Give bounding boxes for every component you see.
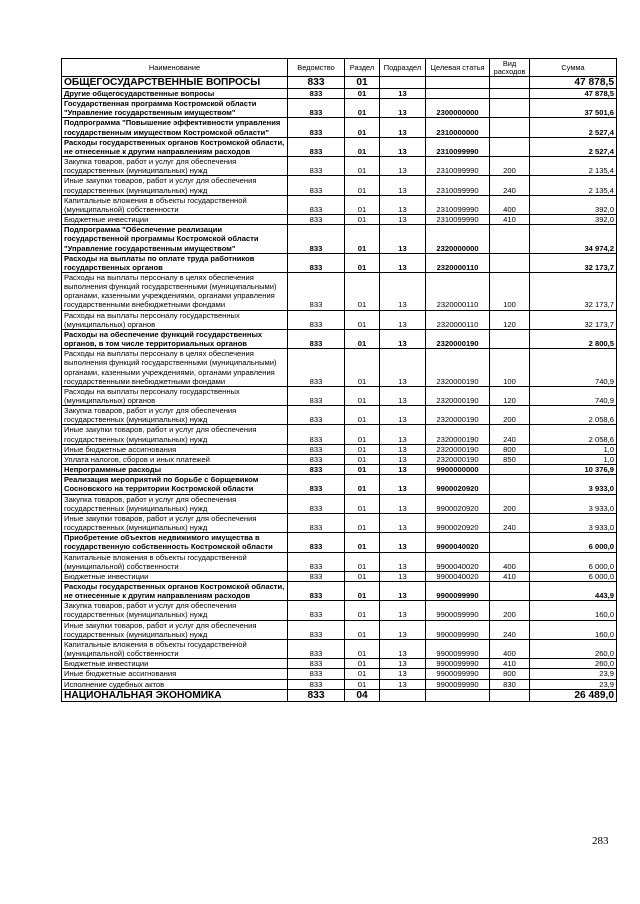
- cell-subsection: [380, 77, 426, 89]
- cell-name: Иные закупки товаров, работ и услуг для обеспечения государственных (муниципальных) нужд: [62, 176, 288, 195]
- cell-ministry: 833: [288, 99, 345, 118]
- cell-name: Бюджетные инвестиции: [62, 215, 288, 225]
- cell-section: 01: [345, 425, 380, 444]
- cell-section: 01: [345, 444, 380, 454]
- cell-target: 2320000190: [426, 454, 490, 464]
- header-target: Целевая статья: [426, 59, 490, 77]
- cell-subsection: 13: [380, 225, 426, 253]
- table-row: [62, 620, 617, 639]
- cell-ministry: 833: [288, 494, 345, 513]
- cell-ministry: 833: [288, 620, 345, 639]
- cell-sum: 32 173,7: [530, 253, 617, 272]
- cell-expense-type: 400: [490, 639, 530, 658]
- cell-name: Закупка товаров, работ и услуг для обеспечения государственных (муниципальных) нужд: [62, 601, 288, 620]
- cell-section: 01: [345, 406, 380, 425]
- cell-section: 01: [345, 215, 380, 225]
- cell-subsection: 13: [380, 679, 426, 689]
- cell-subsection: 13: [380, 310, 426, 329]
- cell-name: Капитальные вложения в объекты государственной (муниципальной) собственности: [62, 639, 288, 658]
- table-row: [62, 349, 617, 387]
- cell-ministry: 833: [288, 272, 345, 310]
- cell-section: 01: [345, 659, 380, 669]
- cell-target: 2320000000: [426, 225, 490, 253]
- cell-expense-type: [490, 77, 530, 89]
- cell-target: 2320000190: [426, 406, 490, 425]
- cell-sum: 160,0: [530, 620, 617, 639]
- cell-sum: 160,0: [530, 601, 617, 620]
- cell-section: 01: [345, 253, 380, 272]
- cell-subsection: 13: [380, 329, 426, 348]
- cell-sum: 1,0: [530, 454, 617, 464]
- cell-ministry: 833: [288, 639, 345, 658]
- cell-target: 9900099990: [426, 669, 490, 679]
- cell-name: Закупка товаров, работ и услуг для обеспечения государственных (муниципальных) нужд: [62, 157, 288, 176]
- table-row: [62, 329, 617, 348]
- cell-name: Иные бюджетные ассигнования: [62, 444, 288, 454]
- cell-sum: 26 489,0: [530, 689, 617, 701]
- cell-subsection: 13: [380, 639, 426, 658]
- cell-section: 01: [345, 513, 380, 532]
- cell-name: Иные закупки товаров, работ и услуг для обеспечения государственных (муниципальных) нужд: [62, 425, 288, 444]
- cell-section: 01: [345, 137, 380, 156]
- cell-sum: 34 974,2: [530, 225, 617, 253]
- cell-sum: 47 878,5: [530, 89, 617, 99]
- cell-target: 9900099990: [426, 659, 490, 669]
- cell-ministry: 833: [288, 659, 345, 669]
- table-row: [62, 571, 617, 581]
- table-row: [62, 272, 617, 310]
- cell-expense-type: 200: [490, 494, 530, 513]
- cell-ministry: 833: [288, 513, 345, 532]
- cell-name: Реализация мероприятий по борьбе с борщевиком Сосновского на территории Костромской области: [62, 475, 288, 494]
- cell-expense-type: 850: [490, 454, 530, 464]
- table-row: [62, 533, 617, 552]
- cell-ministry: 833: [288, 679, 345, 689]
- cell-ministry: 833: [288, 137, 345, 156]
- cell-target: 2310099990: [426, 157, 490, 176]
- cell-expense-type: [490, 225, 530, 253]
- cell-expense-type: [490, 253, 530, 272]
- cell-ministry: 833: [288, 475, 345, 494]
- header-section: Раздел: [345, 59, 380, 77]
- cell-sum: 6 000,0: [530, 571, 617, 581]
- cell-name: Расходы государственных органов Костромской области, не отнесенные к другим направлениям расходов: [62, 581, 288, 600]
- cell-target: 9900099990: [426, 620, 490, 639]
- cell-ministry: 833: [288, 571, 345, 581]
- cell-section: 01: [345, 475, 380, 494]
- cell-target: 9900000000: [426, 465, 490, 475]
- cell-name: Государственная программа Костромской области "Управление государственным имуществом": [62, 99, 288, 118]
- cell-subsection: 13: [380, 406, 426, 425]
- cell-expense-type: [490, 99, 530, 118]
- table-row: [62, 386, 617, 405]
- table-row: [62, 444, 617, 454]
- cell-name: Бюджетные инвестиции: [62, 659, 288, 669]
- cell-target: [426, 689, 490, 701]
- cell-name: Исполнение судебных актов: [62, 679, 288, 689]
- cell-name: Бюджетные инвестиции: [62, 571, 288, 581]
- cell-subsection: 13: [380, 494, 426, 513]
- cell-target: [426, 77, 490, 89]
- cell-expense-type: [490, 118, 530, 137]
- cell-sum: 32 173,7: [530, 272, 617, 310]
- cell-name: НАЦИОНАЛЬНАЯ ЭКОНОМИКА: [62, 689, 288, 701]
- cell-section: 01: [345, 533, 380, 552]
- cell-sum: 740,9: [530, 386, 617, 405]
- cell-subsection: [380, 689, 426, 701]
- cell-expense-type: 240: [490, 176, 530, 195]
- table-row: [62, 225, 617, 253]
- cell-section: 01: [345, 349, 380, 387]
- cell-name: Непрограммные расходы: [62, 465, 288, 475]
- table-row: [62, 494, 617, 513]
- cell-subsection: 13: [380, 176, 426, 195]
- table-row: [62, 99, 617, 118]
- cell-expense-type: 120: [490, 386, 530, 405]
- page-number: 283: [592, 835, 609, 847]
- cell-target: 9900099990: [426, 581, 490, 600]
- cell-sum: 3 933,0: [530, 513, 617, 532]
- cell-expense-type: 240: [490, 425, 530, 444]
- cell-ministry: 833: [288, 465, 345, 475]
- cell-ministry: 833: [288, 386, 345, 405]
- cell-name: Приобретение объектов недвижимого имущества в государственную собственность Костромской области: [62, 533, 288, 552]
- cell-subsection: 13: [380, 533, 426, 552]
- cell-ministry: 833: [288, 581, 345, 600]
- cell-expense-type: [490, 329, 530, 348]
- cell-target: 2310099990: [426, 176, 490, 195]
- cell-expense-type: 410: [490, 571, 530, 581]
- cell-section: 01: [345, 454, 380, 464]
- cell-name: Расходы на выплаты персоналу государственных (муниципальных) органов: [62, 310, 288, 329]
- cell-subsection: 13: [380, 465, 426, 475]
- cell-section: 01: [345, 157, 380, 176]
- cell-subsection: 13: [380, 215, 426, 225]
- cell-sum: 740,9: [530, 349, 617, 387]
- cell-section: 01: [345, 176, 380, 195]
- cell-section: 01: [345, 620, 380, 639]
- cell-subsection: 13: [380, 425, 426, 444]
- cell-ministry: 833: [288, 406, 345, 425]
- cell-sum: 2 527,4: [530, 118, 617, 137]
- cell-ministry: 833: [288, 552, 345, 571]
- cell-subsection: 13: [380, 552, 426, 571]
- cell-name: ОБЩЕГОСУДАРСТВЕННЫЕ ВОПРОСЫ: [62, 77, 288, 89]
- cell-section: 01: [345, 386, 380, 405]
- cell-section: 01: [345, 225, 380, 253]
- table-row: [62, 581, 617, 600]
- cell-subsection: 13: [380, 581, 426, 600]
- cell-name: Подпрограмма "Обеспечение реализации государственной программы Костромской области "Управление государственным имуществом": [62, 225, 288, 253]
- cell-section: 01: [345, 310, 380, 329]
- cell-section: 01: [345, 329, 380, 348]
- table-row: [62, 454, 617, 464]
- cell-section: 01: [345, 601, 380, 620]
- table-row: [62, 465, 617, 475]
- cell-name: Расходы на обеспечение функций государственных органов, в том числе территориальных органов: [62, 329, 288, 348]
- cell-sum: 37 501,6: [530, 99, 617, 118]
- cell-target: 2320000110: [426, 310, 490, 329]
- cell-target: 2320000190: [426, 386, 490, 405]
- cell-name: Капитальные вложения в объекты государственной (муниципальной) собственности: [62, 552, 288, 571]
- cell-expense-type: [490, 137, 530, 156]
- cell-name: Иные закупки товаров, работ и услуг для обеспечения государственных (муниципальных) нужд: [62, 513, 288, 532]
- header-ministry: Ведомство: [288, 59, 345, 77]
- cell-ministry: 833: [288, 157, 345, 176]
- cell-name: Расходы на выплаты персоналу в целях обеспечения выполнения функций государственными (муниципальными) органами, казенными учреждениями, органами управления государственными внебюджетными фондами: [62, 272, 288, 310]
- cell-ministry: 833: [288, 454, 345, 464]
- cell-name: Расходы государственных органов Костромской области, не отнесенные к другим направлениям расходов: [62, 137, 288, 156]
- table-row: [62, 89, 617, 99]
- cell-sum: 2 058,6: [530, 406, 617, 425]
- cell-ministry: 833: [288, 689, 345, 701]
- cell-sum: 1,0: [530, 444, 617, 454]
- table-row: [62, 513, 617, 532]
- table-row: [62, 659, 617, 669]
- cell-expense-type: 240: [490, 620, 530, 639]
- cell-target: 9900040020: [426, 571, 490, 581]
- cell-target: 2310000000: [426, 118, 490, 137]
- cell-sum: 10 376,9: [530, 465, 617, 475]
- table-row: [62, 669, 617, 679]
- cell-expense-type: 800: [490, 669, 530, 679]
- cell-expense-type: 800: [490, 444, 530, 454]
- table-header-row: [62, 59, 617, 77]
- table-row: [62, 475, 617, 494]
- cell-ministry: 833: [288, 215, 345, 225]
- cell-target: 9900040020: [426, 533, 490, 552]
- cell-sum: 6 000,0: [530, 533, 617, 552]
- cell-ministry: 833: [288, 225, 345, 253]
- cell-expense-type: [490, 581, 530, 600]
- cell-ministry: 833: [288, 349, 345, 387]
- cell-name: Капитальные вложения в объекты государственной (муниципальной) собственности: [62, 195, 288, 214]
- cell-expense-type: 400: [490, 195, 530, 214]
- header-subsection: Подраздел: [380, 59, 426, 77]
- cell-sum: 2 135,4: [530, 176, 617, 195]
- cell-target: 2320000190: [426, 444, 490, 454]
- cell-sum: 392,0: [530, 215, 617, 225]
- table-row: [62, 118, 617, 137]
- cell-subsection: 13: [380, 137, 426, 156]
- cell-section: 01: [345, 679, 380, 689]
- table-row: [62, 552, 617, 571]
- cell-section: 01: [345, 669, 380, 679]
- cell-target: 2320000190: [426, 329, 490, 348]
- cell-expense-type: 100: [490, 349, 530, 387]
- cell-name: Закупка товаров, работ и услуг для обеспечения государственных (муниципальных) нужд: [62, 406, 288, 425]
- cell-name: Уплата налогов, сборов и иных платежей: [62, 454, 288, 464]
- cell-ministry: 833: [288, 195, 345, 214]
- cell-sum: 3 933,0: [530, 494, 617, 513]
- cell-subsection: 13: [380, 444, 426, 454]
- cell-name: Расходы на выплаты по оплате труда работников государственных органов: [62, 253, 288, 272]
- cell-subsection: 13: [380, 513, 426, 532]
- cell-expense-type: 100: [490, 272, 530, 310]
- cell-target: 2320000110: [426, 272, 490, 310]
- cell-sum: 3 933,0: [530, 475, 617, 494]
- cell-section: 04: [345, 689, 380, 701]
- cell-subsection: 13: [380, 571, 426, 581]
- cell-sum: 2 135,4: [530, 157, 617, 176]
- cell-section: 01: [345, 581, 380, 600]
- cell-subsection: 13: [380, 99, 426, 118]
- cell-section: 01: [345, 639, 380, 658]
- cell-section: 01: [345, 494, 380, 513]
- cell-subsection: 13: [380, 454, 426, 464]
- cell-subsection: 13: [380, 601, 426, 620]
- table-row: [62, 253, 617, 272]
- cell-expense-type: 200: [490, 157, 530, 176]
- cell-subsection: 13: [380, 620, 426, 639]
- cell-section: 01: [345, 118, 380, 137]
- cell-sum: 32 173,7: [530, 310, 617, 329]
- cell-sum: 6 000,0: [530, 552, 617, 571]
- table-row: [62, 215, 617, 225]
- cell-target: 9900099990: [426, 679, 490, 689]
- cell-target: 9900020920: [426, 494, 490, 513]
- table-body: [62, 77, 617, 702]
- cell-name: Иные закупки товаров, работ и услуг для обеспечения государственных (муниципальных) нужд: [62, 620, 288, 639]
- cell-name: Расходы на выплаты персоналу в целях обеспечения выполнения функций государственными (муниципальными) органами, казенными учреждениями, органами управления государственными внебюджетными фондами: [62, 349, 288, 387]
- cell-ministry: 833: [288, 253, 345, 272]
- cell-section: 01: [345, 571, 380, 581]
- cell-name: Подпрограмма "Повышение эффективности управления государственным имуществом Костромской области": [62, 118, 288, 137]
- cell-target: 2320000110: [426, 253, 490, 272]
- cell-ministry: 833: [288, 444, 345, 454]
- cell-target: 2310099990: [426, 195, 490, 214]
- cell-subsection: 13: [380, 195, 426, 214]
- cell-section: 01: [345, 195, 380, 214]
- cell-ministry: 833: [288, 601, 345, 620]
- cell-sum: 2 800,5: [530, 329, 617, 348]
- cell-subsection: 13: [380, 89, 426, 99]
- cell-expense-type: 410: [490, 659, 530, 669]
- cell-subsection: 13: [380, 475, 426, 494]
- cell-section: 01: [345, 465, 380, 475]
- cell-target: 2320000190: [426, 349, 490, 387]
- cell-subsection: 13: [380, 118, 426, 137]
- cell-sum: 392,0: [530, 195, 617, 214]
- cell-expense-type: [490, 465, 530, 475]
- cell-subsection: 13: [380, 659, 426, 669]
- cell-name: Иные бюджетные ассигнования: [62, 669, 288, 679]
- cell-target: 2320000190: [426, 425, 490, 444]
- cell-subsection: 13: [380, 349, 426, 387]
- cell-expense-type: [490, 533, 530, 552]
- cell-expense-type: [490, 689, 530, 701]
- cell-target: 2310099990: [426, 137, 490, 156]
- cell-ministry: 833: [288, 176, 345, 195]
- cell-section: 01: [345, 99, 380, 118]
- cell-subsection: 13: [380, 157, 426, 176]
- cell-expense-type: [490, 475, 530, 494]
- cell-target: 2300000000: [426, 99, 490, 118]
- table-row: [62, 679, 617, 689]
- cell-ministry: 833: [288, 77, 345, 89]
- cell-target: 9900020920: [426, 475, 490, 494]
- table-row: [62, 310, 617, 329]
- cell-ministry: 833: [288, 310, 345, 329]
- cell-name: Расходы на выплаты персоналу государственных (муниципальных) органов: [62, 386, 288, 405]
- cell-sum: 2 058,6: [530, 425, 617, 444]
- cell-target: 9900099990: [426, 601, 490, 620]
- cell-ministry: 833: [288, 425, 345, 444]
- cell-target: 9900020920: [426, 513, 490, 532]
- cell-expense-type: 400: [490, 552, 530, 571]
- cell-target: 9900040020: [426, 552, 490, 571]
- cell-subsection: 13: [380, 669, 426, 679]
- table-row: [62, 406, 617, 425]
- cell-section: 01: [345, 77, 380, 89]
- table-row: [62, 601, 617, 620]
- cell-ministry: 833: [288, 329, 345, 348]
- budget-table: [61, 58, 617, 702]
- cell-sum: 260,0: [530, 639, 617, 658]
- header-expense-type: Вид расходов: [490, 59, 530, 77]
- cell-target: [426, 89, 490, 99]
- table-row: [62, 77, 617, 89]
- cell-sum: 260,0: [530, 659, 617, 669]
- cell-name: Другие общегосударственные вопросы: [62, 89, 288, 99]
- cell-expense-type: 200: [490, 601, 530, 620]
- header-name: Наименование: [62, 59, 288, 77]
- cell-expense-type: 830: [490, 679, 530, 689]
- cell-section: 01: [345, 89, 380, 99]
- cell-sum: 2 527,4: [530, 137, 617, 156]
- cell-expense-type: 240: [490, 513, 530, 532]
- cell-sum: 23,9: [530, 669, 617, 679]
- table-row: [62, 425, 617, 444]
- cell-subsection: 13: [380, 272, 426, 310]
- table-row: [62, 137, 617, 156]
- table-row: [62, 157, 617, 176]
- cell-expense-type: [490, 89, 530, 99]
- table-row: [62, 176, 617, 195]
- cell-target: 9900099990: [426, 639, 490, 658]
- cell-subsection: 13: [380, 386, 426, 405]
- table-row: [62, 195, 617, 214]
- cell-ministry: 833: [288, 118, 345, 137]
- header-sum: Сумма: [530, 59, 617, 77]
- table-row: [62, 689, 617, 701]
- cell-expense-type: 120: [490, 310, 530, 329]
- cell-subsection: 13: [380, 253, 426, 272]
- cell-ministry: 833: [288, 533, 345, 552]
- cell-name: Закупка товаров, работ и услуг для обеспечения государственных (муниципальных) нужд: [62, 494, 288, 513]
- cell-ministry: 833: [288, 669, 345, 679]
- table-row: [62, 639, 617, 658]
- cell-sum: 443,9: [530, 581, 617, 600]
- cell-target: 2310099990: [426, 215, 490, 225]
- cell-expense-type: 200: [490, 406, 530, 425]
- cell-expense-type: 410: [490, 215, 530, 225]
- cell-section: 01: [345, 272, 380, 310]
- cell-sum: 47 878,5: [530, 77, 617, 89]
- cell-ministry: 833: [288, 89, 345, 99]
- cell-sum: 23,9: [530, 679, 617, 689]
- cell-section: 01: [345, 552, 380, 571]
